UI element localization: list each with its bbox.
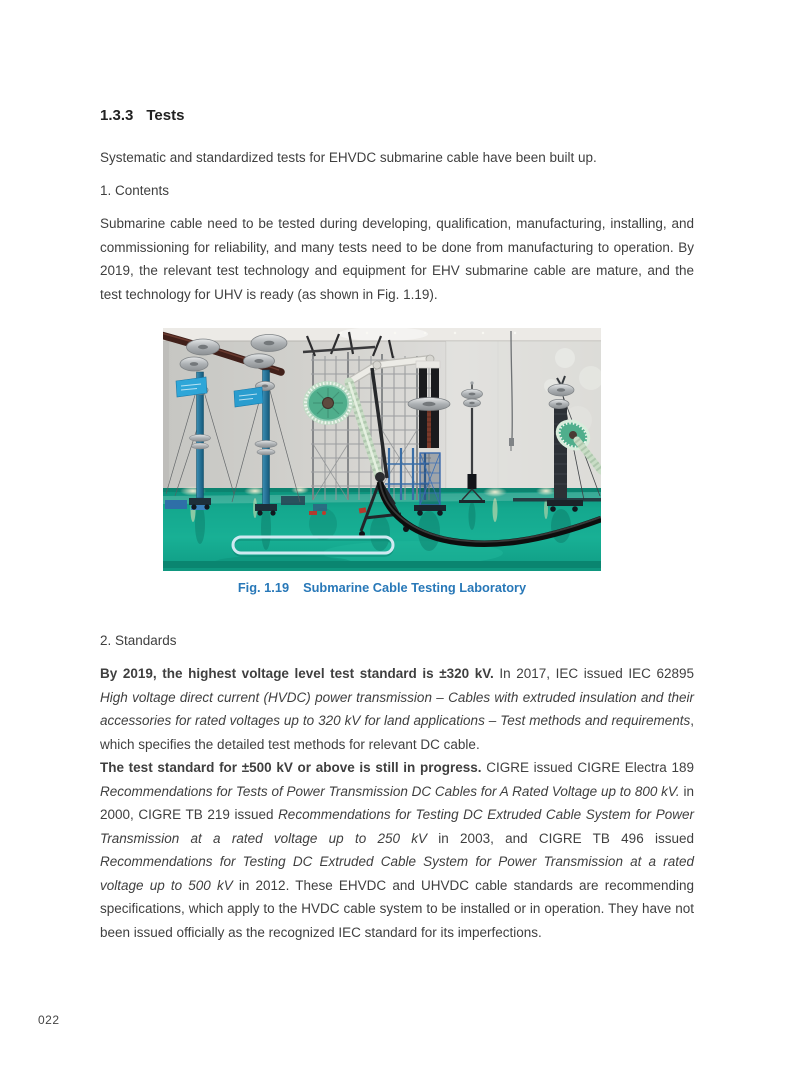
figure-1-19	[163, 328, 601, 596]
lab-photo-illustration	[163, 328, 601, 571]
intro-paragraph: Systematic and standardized tests for EHVDC submarine cable have been built up.	[100, 150, 597, 165]
contents-paragraph: Submarine cable need to be tested during developing, qualification, manufacturing, installing, and commissioning for reliability, and many tests need to be done from manufacturing to operation. By 2019, the relevant test technology and equipment for EHV submarine cable are mature, and the test technology for UHV is ready (as shown in Fig. 1.19).	[100, 216, 694, 302]
section-number: 1.3.3	[100, 107, 134, 124]
subsection-contents: 1. Contents	[100, 183, 170, 198]
page-footer	[38, 1013, 60, 1027]
figure-caption-label: Fig. 1.19	[237, 580, 290, 595]
standards-paragraph-2: The test standard for ±500 kV or above is still in progress. CIGRE issued CIGRE Electra 189 Recommendations for Tests of Power Transmission DC Cables for A Rated Voltage up to 800 kV. in 2000, CIGRE TB 219 issued Recommendations for Testing DC Extruded Cable System for Power Transmission at a rated voltage up to 250 kV in 2003, and CIGRE TB 496 issued Recommendations for Testing DC Extruded Cable System for Power Transmission at a rated voltage up to 500 kV in 2012. These EHVDC and UHVDC cable standards are recommending specifications, which apply to the HVDC cable system to be installed or in operation. They have not been issued officially as the recognized IEC standard for its imperfections.	[100, 760, 694, 940]
section-heading	[100, 107, 694, 125]
page-number: 022	[38, 1013, 60, 1027]
subsection-standards: 2. Standards	[100, 633, 177, 648]
page-content	[100, 107, 694, 944]
figure-caption-text: Submarine Cable Testing Laboratory	[303, 580, 527, 595]
standards-paragraph-1: By 2019, the highest voltage level test standard is ±320 kV. In 2017, IEC issued IEC 62895 High voltage direct current (HVDC) power transmission – Cables with extruded insulation and their accessories for rated voltages up to 320 kV for land applications – Test methods and requirements, which specifies the detailed test methods for relevant DC cable.	[100, 666, 694, 752]
figure-caption	[163, 580, 601, 596]
lab-photo	[163, 328, 601, 571]
section-title: Tests	[146, 107, 185, 124]
